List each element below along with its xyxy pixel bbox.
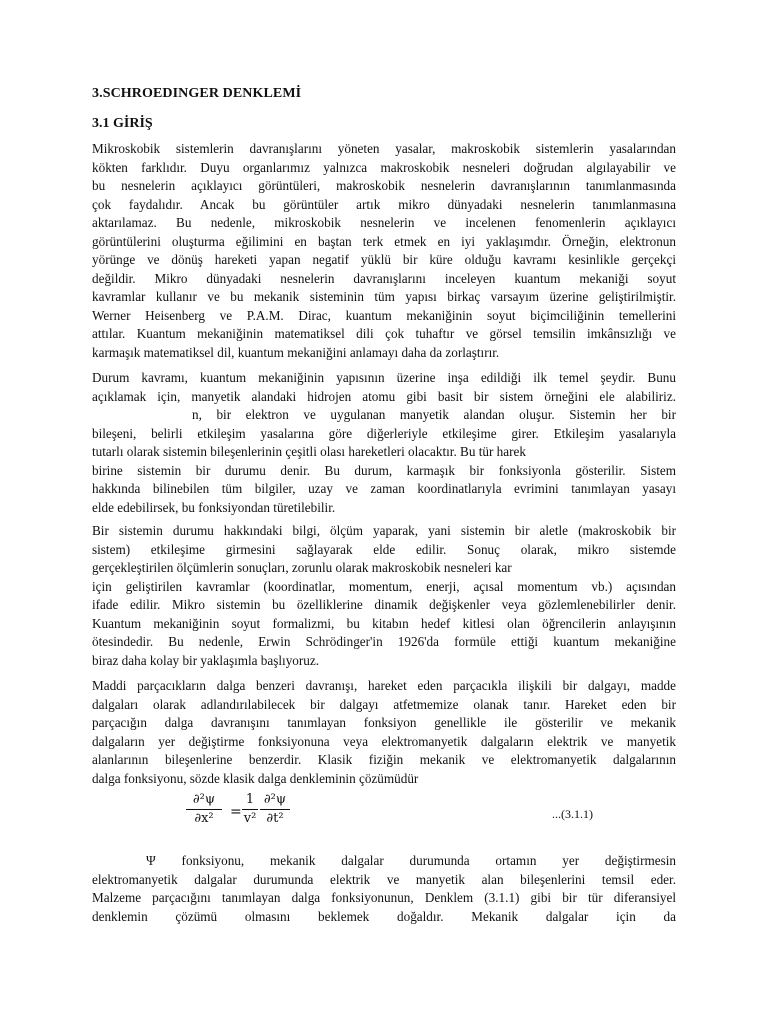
chapter-heading: 3.SCHROEDINGER DENKLEMİ [92, 86, 302, 101]
text-line: aktarılamaz. Bu nedenle, mikroskobik nesnelerin ve incelenen fenomenlerin açıklayıcı [92, 215, 676, 230]
text-line: elde edebilirsek, bu fonksiyondan türetilebilir. [92, 499, 336, 515]
text-line: biraz daha kolay bir yaklaşımla başlıyoruz. [92, 652, 320, 668]
text-line: ötesindedir. Bu nedenle, Erwin Schrödinger'in 1926'da formüle ettiği kuantum mekaniğine [92, 634, 676, 649]
rhs-denominator: ∂t² [266, 811, 284, 826]
paragraph-3 [92, 522, 676, 670]
text-line: tutarlı olarak sistemin bileşenlerinin çeşitli olası hareketleri olacaktır. Bu tür harek [92, 444, 526, 459]
rhs-fraction [260, 792, 290, 827]
equation-number: ...(3.1.1) [552, 807, 593, 821]
text-line: dalga fonksiyonu, sözde klasik dalga denkleminin çözümüdür [92, 770, 419, 786]
paragraph-1 [92, 140, 676, 362]
lhs-denominator: ∂x² [194, 811, 214, 826]
text-line: Ψ fonksiyonu, mekanik dalgalar durumunda ortamın yer değiştirmesin [146, 853, 676, 868]
text-line: Werner Heisenberg ve P.A.M. Dirac, kuantum mekaniğinin soyut biçimciliğinin temellerini [92, 307, 676, 323]
equals-sign: = [230, 804, 242, 820]
coefficient-numerator: 1 [245, 792, 255, 807]
text-line: attılar. Kuantum mekaniğinin matematiksel dili çok tuhaftır ve görsel temsilin imkânsızlığı ve [92, 326, 676, 341]
text-line: Malzeme parçacığını tanımlayan dalga fonksiyonunun, Denklem (3.1.1) gibi bir tür diferansiyel [92, 890, 676, 905]
text-line: gerçekleştirilen ölçümlerin sonuçları, zorunlu olarak makroskobik nesneleri kar [92, 560, 512, 575]
text-line: Durum kavramı, kuantum mekaniğinin yapısının üzerine inşa edildiği ilk temel şeydir. Bunu [92, 370, 676, 385]
text-line: kavramlar kullanır ve bu mekanik sisteminin tüm yapısı birkaç varsayım üzerine geliştirilmiştir. [92, 289, 676, 304]
text-line: bu nesnelerin açıklayıcı görüntüleri, makroskobik nesnelerin davranışlarının tanımlanmasında [92, 178, 676, 193]
fraction-bar [242, 809, 258, 810]
text-line: elektromanyetik dalgalar durumunda elektrik ve manyetik alan bileşenlerini temsil eder. [92, 871, 676, 887]
text-line: değildir. Mikro dünyadaki nesnelerin davranışlarını inceleyen kuantum mekaniği soyut [92, 270, 676, 286]
paragraph-2 [92, 369, 676, 517]
section-heading: 3.1 GİRİŞ [92, 116, 153, 131]
text-line: parçacığın dalga davranışını tanımlayan fonksiyon genellikle ile gösterilir ve mekanik [92, 715, 676, 730]
fraction-bar [260, 809, 290, 810]
text-line: açıklamak için, manyetik alandaki hidrojen atomu gibi basit bir sistem örneğini ele alabiliriz. [92, 388, 676, 404]
paragraph-4 [92, 677, 676, 788]
text-line: denklemin çözümü olmasını beklemek doğaldır. Mekanik dalgalar için da [92, 908, 676, 924]
text-line: Bir sistemin durumu hakkındaki bilgi, ölçüm yaparak, yani sistemin bir aletle (makroskobik bir [92, 523, 676, 538]
text-line: ifade edilir. Mikro sistemin bu özelliklerine dinamik değişkenler veya gözlemlenebilirler denir. [92, 597, 676, 612]
coefficient-fraction [242, 792, 258, 827]
fraction-bar [186, 809, 222, 810]
text-line: birine sistemin bir durumu denir. Bu durum, karmaşık bir fonksiyonla gösterilir. Sistem [92, 462, 676, 478]
text-line: bileşeni, belirli etkileşim yasalarına göre diğerleriyle etkileşime girer. Etkileşim yasalarıyla [92, 425, 676, 441]
lhs-numerator: ∂²ψ [192, 792, 216, 807]
text-line: hakkında bilinebilen tüm bilgiler, uzay ve zaman koordinatlarıyla evrimini tanımlayan yasayı [92, 481, 676, 496]
text-line: Kuantum mekaniğinin soyut formalizmi, bu kitabın hedef kitlesi olan öğrencilerin anlayışının [92, 615, 676, 631]
text-line: dalgaları olarak adlandırılabilecek bir dalgayı atfetmemize olanak tanır. Hareket eden bir [92, 696, 676, 712]
rhs-numerator: ∂²ψ [263, 792, 287, 807]
text-line: sistem) etkileşime girmesini sağlayarak elde edilir. Sonuç olarak, mikro sistemde [92, 541, 676, 557]
text-line: kökten farklıdır. Duyu organlarımız yalnızca makroskobik nesneleri doğrudan algılayabilir ve [92, 159, 676, 175]
text-line: alanlarının bileşenlerine benzerdir. Klasik fiziğin mekanik ve elektromanyetik dalgalarının [92, 752, 676, 767]
text-line: Mikroskobik sistemlerin davranışlarını yöneten yasalar, makroskobik sistemlerin yasalarından [92, 141, 676, 156]
text-line: görüntülerini oluşturma eğilimini en baştan terk etmek en iyi yaklaşımdır. Örneğin, elektronun [92, 233, 676, 249]
text-line: karmaşık matematiksel dil, kuantum mekaniğini anlamayı daha da zorlaştırır. [92, 344, 500, 360]
paragraph-5 [92, 852, 676, 926]
text-line: Maddi parçacıkların dalga benzeri davranışı, hareket eden parçacıkla ilişkili bir dalgayı, madde [92, 678, 676, 693]
text-line: için geliştirilen kavramlar (koordinatlar, momentum, enerji, açısal momentum vb.) açısından [92, 578, 676, 594]
text-line: dalgaların yer değiştirme fonksiyonuna veya elektromanyetik dalgaların elektrik ve manyetik [92, 733, 676, 749]
wave-equation [186, 790, 586, 838]
text-line: çok faydalıdır. Ancak bu görüntüler artık mikro dünyadaki nesnelerin tanımlanmasına [92, 196, 676, 212]
lhs-fraction [186, 792, 222, 827]
text-line: n, bir elektron ve uygulanan manyetik alandan oluşur. Sistemin her bir [192, 407, 676, 422]
text-line: yörünge ve dönüş hareketi yapan negatif yüklü bir küre olduğu kavramı kesinlikle gerçekçi [92, 252, 676, 267]
coefficient-denominator: v² [243, 811, 257, 826]
